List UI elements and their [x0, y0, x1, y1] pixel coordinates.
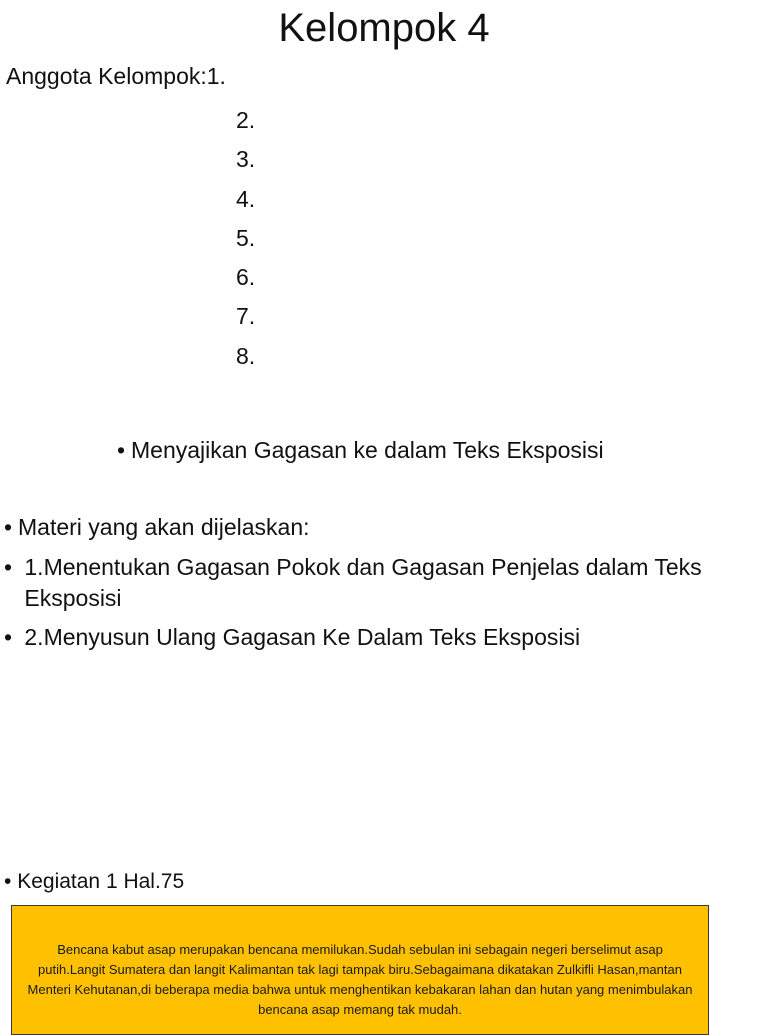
member-number: 4.	[236, 185, 256, 212]
member-number: 2.	[236, 107, 256, 133]
materi-item	[4, 622, 580, 653]
topic-text: Menyajikan Gagasan ke dalam Teks Eksposisi	[131, 437, 604, 463]
bullet-icon: •	[4, 624, 13, 650]
bullet-icon: •	[117, 437, 126, 463]
materi-item	[4, 552, 744, 614]
reading-text: Bencana kabut asap merupakan bencana memilukan.Sudah sebulan ini sebagain negeri berselimut asap putih.Langit Sumatera dan langit Kalimantan tak lagi tampak biru.Sebagaimana dikatakan Zulkifli Hasan,mantan Menteri Kehutanan,di beberapa media bahwa untuk menghentikan kebakaran lahan dan hutan yang menimbulakan bencana asap memang tak mudah.	[27, 942, 693, 1017]
member-number: 5.	[236, 224, 256, 251]
materi-heading-text: Materi yang akan dijelaskan:	[18, 514, 310, 540]
member-number: 8.	[236, 342, 256, 369]
kegiatan-bullet	[4, 868, 184, 896]
topic-bullet	[117, 435, 604, 466]
materi-heading-bullet	[4, 512, 310, 543]
member-number: 6.	[236, 264, 256, 291]
bullet-icon: •	[4, 870, 12, 893]
member-number: 7.	[236, 303, 256, 330]
kegiatan-text: Kegiatan 1 Hal.75	[17, 870, 185, 893]
bullet-icon: •	[4, 554, 13, 580]
member-number: 3.	[236, 146, 256, 173]
reading-text-box	[11, 905, 709, 1035]
members-number-list	[236, 101, 255, 376]
materi-item-text: 2.Menyusun Ulang Gagasan Ke Dalam Teks Eksposisi	[24, 624, 581, 650]
materi-item-text: 1.Menentukan Gagasan Pokok dan Gagasan Penjelas dalam Teks Eksposisi	[24, 554, 702, 611]
members-label: Anggota Kelompok:1.	[6, 63, 226, 89]
bullet-icon: •	[4, 514, 13, 540]
slide-title: Kelompok 4	[278, 6, 490, 50]
